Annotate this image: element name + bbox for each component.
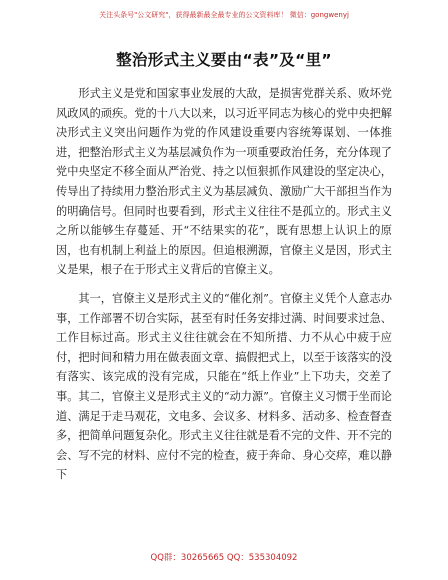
page-header-banner: 关注头条号"公文研究"，获得最新最全最专业的公文资料库！ 微信：gongwenyj — [99, 11, 349, 19]
page-footer-contact: QQ群：30265665 QQ：535304092 — [150, 553, 298, 563]
document-body — [56, 84, 392, 485]
document-title: 整治形式主义要由“表”及“里” — [116, 51, 332, 69]
paragraph-intro: 形式主义是党和国家事业发展的大敌，是损害党群关系、败坏党风政风的顽疾。党的十八大以来，以习近平同志为核心的党中央把解决形式主义突出问题作为党的作风建设重要内容统筹谋划、一体推进，把整治形式主义为基层减负作为一项重要政治任务，充分体现了党中央坚定不移全面从严治党、持之以恒狠抓作风建设的坚定决心，传导出了持续用力整治形式主义为基层减负、激励广大干部担当作为的明确信号。但同时也要看到，形式主义往往不是孤立的。形式主义之所以能够生存蔓延、开“不结果实的花”，既有思想上认识上的原因，也有机制上利益上的原因。但追根溯源，官僚主义是因，形式主义是果，根子在于形式主义背后的官僚主义。 — [56, 87, 392, 277]
paragraph-analysis: 其一，官僚主义是形式主义的“催化剂”。官僚主义凭个人意志办事，工作部署不切合实际，甚至有时任务安排过满、时间要求过急、工作目标过高。形式主义往往就会在不知所措、力不从心中疲于应付，把时间和精力用在做表面文章、搞假把式上，以至于该落实的没有落实、该完成的没有完成，只能在“纸上作业”上下功夫，交差了事。其二，官僚主义是形式主义的“动力源”。官僚主义习惯于坐而论道、满足于走马观花，文电多、会议多、材料多、活动多、检查督查多，把简单问题复杂化。形式主义往往就是看不完的文件、开不完的会、写不完的材料、应付不完的检查，疲于奔命、身心交瘁，难以静下 — [56, 291, 392, 482]
